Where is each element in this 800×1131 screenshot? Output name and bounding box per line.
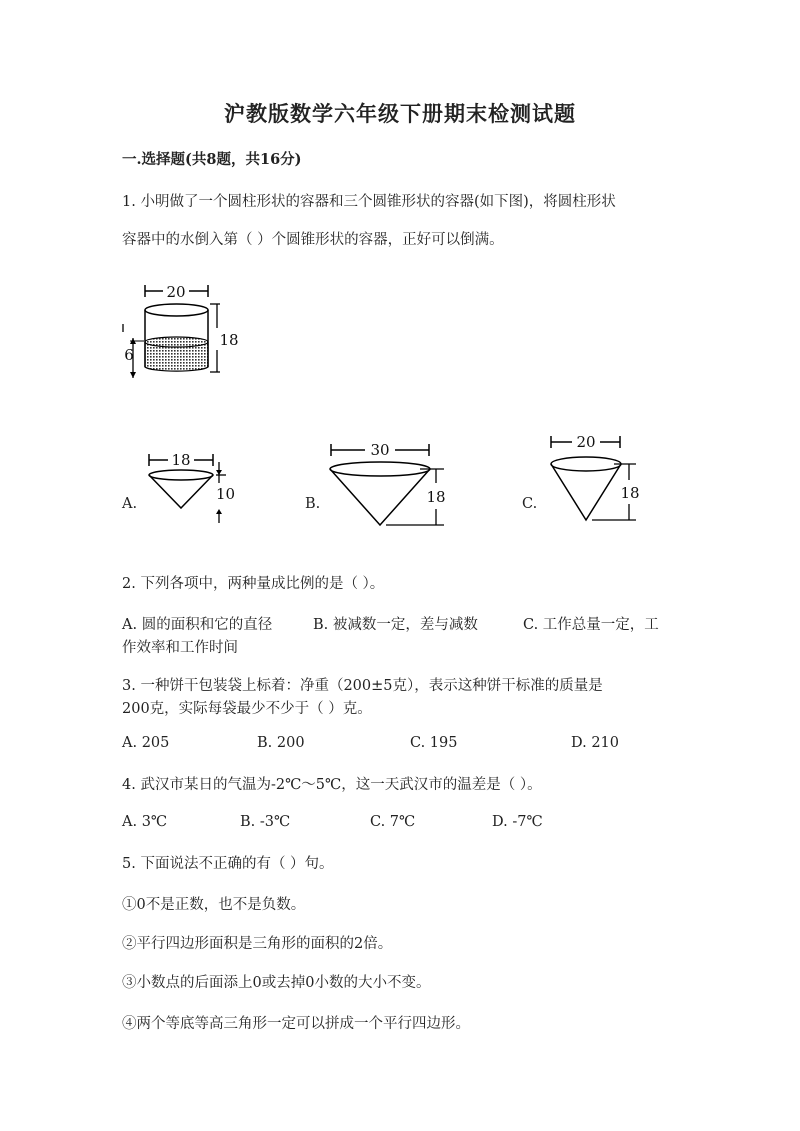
cone-c-label: C. (522, 496, 538, 512)
q4-stem: 4. 武汉市某日的气温为-2℃～5℃，这一天武汉市的温差是（ ）。 (122, 777, 542, 793)
q4-option-d: D. -7℃ (492, 814, 543, 830)
cone-b-height-label: 18 (426, 488, 446, 506)
cone-a-height-label: 10 (216, 485, 236, 503)
q2-option-b: B. 被减数一定，差与减数 (313, 617, 478, 633)
q5-stem: 5. 下面说法不正确的有（ ）句。 (122, 856, 334, 872)
q3-line2: 200克，实际每袋最少不少于（ ）克。 (122, 701, 372, 717)
cone-a-figure (140, 448, 240, 528)
cone-a-label: A. (122, 496, 138, 512)
cylinder-water-label: 6 (124, 346, 134, 364)
cylinder-diameter-label: 20 (166, 283, 186, 301)
cone-a-diameter-label: 18 (171, 451, 191, 469)
cone-b-diameter-label: 30 (370, 441, 390, 459)
cone-c-height-label: 18 (620, 484, 640, 502)
cylinder-height-label: 18 (219, 331, 239, 349)
q2-option-c-wrap: 作效率和工作时间 (122, 640, 238, 656)
q4-option-c: C. 7℃ (370, 814, 416, 830)
q2-stem: 2. 下列各项中，两种量成比例的是（ ）。 (122, 576, 385, 592)
cylinder-figure (120, 278, 250, 388)
q5-item-2: ②平行四边形面积是三角形的面积的2倍。 (122, 936, 393, 952)
q4-option-b: B. -3℃ (240, 814, 291, 830)
cone-c-figure (542, 430, 652, 530)
q3-option-a: A. 205 (122, 735, 170, 751)
q4-option-a: A. 3℃ (122, 814, 168, 830)
page-title: 沪教版数学六年级下册期末检测试题 (224, 101, 576, 126)
q3-option-c: C. 195 (410, 735, 458, 751)
section-heading: 一.选择题(共8题，共16分) (122, 151, 302, 168)
q3-option-b: B. 200 (257, 735, 305, 751)
q1-line1: 1. 小明做了一个圆柱形状的容器和三个圆锥形状的容器(如下图)，将圆柱形状 (122, 194, 616, 210)
q5-item-1: ①0不是正数，也不是负数。 (122, 897, 306, 913)
q1-line2: 容器中的水倒入第（ ）个圆锥形状的容器，正好可以倒满。 (122, 232, 504, 248)
q3-line1: 3. 一种饼干包装袋上标着：净重（200±5克），表示这种饼干标准的质量是 (122, 678, 603, 694)
q5-item-3: ③小数点的后面添上0或去掉0小数的大小不变。 (122, 975, 431, 991)
cone-b-label: B. (305, 496, 321, 512)
q2-option-a: A. 圆的面积和它的直径 (122, 617, 273, 633)
q5-item-4: ④两个等底等高三角形一定可以拼成一个平行四边形。 (122, 1016, 470, 1032)
q2-option-c: C. 工作总量一定，工 (523, 617, 659, 633)
q3-option-d: D. 210 (571, 735, 620, 751)
cone-b-figure (320, 438, 460, 533)
cone-c-diameter-label: 20 (576, 433, 596, 451)
